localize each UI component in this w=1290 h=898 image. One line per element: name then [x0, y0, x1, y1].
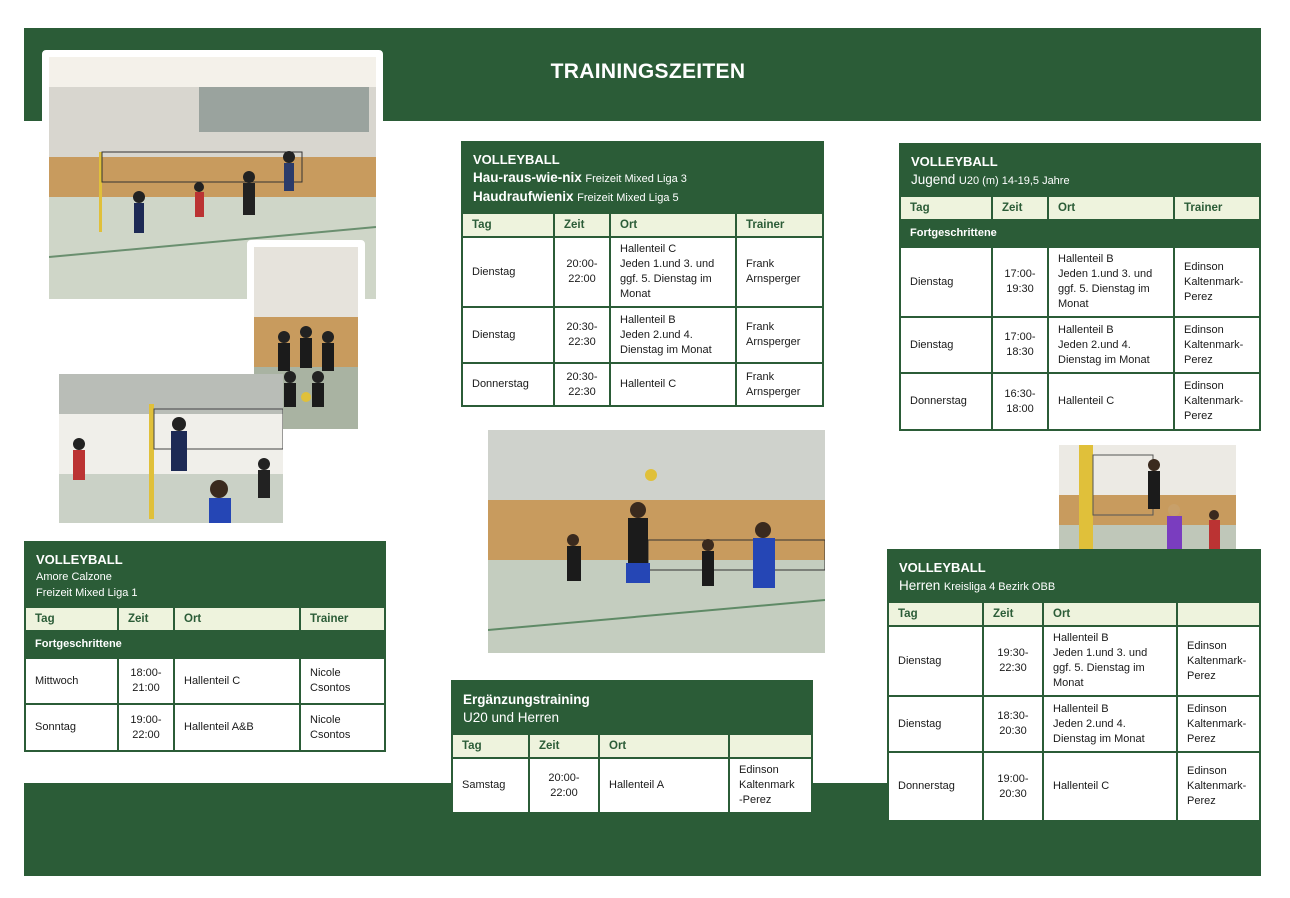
cell-trainer: Edinson Kaltenmark- Perez	[1174, 247, 1259, 317]
cell-trainer: Nicole Csontos	[300, 704, 384, 750]
cell-ort: Hallenteil B Jeden 1.und 3. und ggf. 5. Dienstag im Monat	[1043, 626, 1177, 696]
team-name: Hau-raus-wie-nix	[473, 170, 582, 185]
block-photo	[488, 430, 825, 653]
cell-tag: Samstag	[453, 758, 529, 812]
cell-tag: Dienstag	[901, 317, 992, 373]
col-ort: Ort	[1048, 197, 1174, 220]
cell-trainer: Edinson Kaltenmark- Perez	[1174, 373, 1259, 429]
col-ort: Ort	[174, 608, 300, 631]
spike-photo	[59, 374, 283, 523]
cell-tag: Dienstag	[889, 626, 983, 696]
col-tag: Tag	[889, 603, 983, 626]
cell-trainer: Nicole Csontos	[300, 658, 384, 704]
section-title: Ergänzungstraining	[463, 692, 590, 707]
table-row	[901, 317, 1259, 373]
cell-tag: Donnerstag	[463, 363, 554, 405]
team-name: Jugend	[911, 172, 956, 187]
table-amore-calzone	[24, 541, 386, 752]
table-header	[463, 143, 822, 214]
cell-tag: Donnerstag	[901, 373, 992, 429]
group-name: U20 und Herren	[463, 710, 560, 725]
cell-ort: Hallenteil C Jeden 1.und 3. und ggf. 5. Dienstag im Monat	[610, 237, 736, 307]
team-name: Herren	[899, 578, 941, 593]
team-info: Kreisliga 4 Bezirk OBB	[943, 581, 1056, 593]
cell-trainer: Edinson Kaltenmark- Perez	[1177, 752, 1259, 820]
cell-zeit: 20:00- 22:00	[529, 758, 599, 812]
col-trainer: Trainer	[1174, 197, 1259, 220]
table-header	[26, 543, 384, 608]
cell-trainer: Frank Arnsperger	[736, 363, 822, 405]
cell-zeit: 19:00- 20:30	[983, 752, 1043, 820]
cell-zeit: 17:00- 19:30	[992, 247, 1048, 317]
cell-zeit: 18:30- 20:30	[983, 696, 1043, 752]
cell-ort: Hallenteil C	[610, 363, 736, 405]
table-row	[453, 758, 811, 812]
section-title: VOLLEYBALL	[899, 560, 986, 575]
level-label: Fortgeschrittene	[26, 631, 384, 658]
col-empty	[1177, 603, 1259, 626]
cell-ort: Hallenteil B Jeden 2.und 4. Dienstag im Monat	[1043, 696, 1177, 752]
cell-trainer: Edinson Kaltenmark- Perez	[1177, 696, 1259, 752]
cell-zeit: 20:00- 22:00	[554, 237, 610, 307]
section-title: VOLLEYBALL	[473, 152, 560, 167]
league-name: Freizeit Mixed Liga 3	[585, 173, 687, 185]
table-row	[889, 626, 1259, 696]
team-name: Amore Calzone	[36, 571, 112, 583]
team-name: Haudraufwienix	[473, 189, 574, 204]
cell-tag: Sonntag	[26, 704, 118, 750]
table-row	[901, 373, 1259, 429]
col-zeit: Zeit	[992, 197, 1048, 220]
col-empty	[729, 735, 811, 758]
cell-zeit: 18:00- 21:00	[118, 658, 174, 704]
cell-trainer: Edinson Kaltenmark- Perez	[1177, 626, 1259, 696]
cell-zeit: 16:30- 18:00	[992, 373, 1048, 429]
col-ort: Ort	[599, 735, 729, 758]
cell-zeit: 20:30- 22:30	[554, 363, 610, 405]
table-row	[889, 696, 1259, 752]
cell-ort: Hallenteil A	[599, 758, 729, 812]
cell-trainer: Edinson Kaltenmark- Perez	[1174, 317, 1259, 373]
league-name: Freizeit Mixed Liga 1	[36, 587, 138, 599]
col-trainer: Trainer	[736, 214, 822, 237]
table-row	[463, 363, 822, 405]
table-row	[901, 247, 1259, 317]
cell-trainer: Edinson Kaltenmark -Perez	[729, 758, 811, 812]
col-zeit: Zeit	[118, 608, 174, 631]
cell-ort: Hallenteil C	[174, 658, 300, 704]
col-zeit: Zeit	[529, 735, 599, 758]
cell-ort: Hallenteil B Jeden 2.und 4. Dienstag im Monat	[1048, 317, 1174, 373]
cell-tag: Dienstag	[463, 237, 554, 307]
cell-trainer: Frank Arnsperger	[736, 307, 822, 363]
section-title: VOLLEYBALL	[36, 552, 123, 567]
col-zeit: Zeit	[554, 214, 610, 237]
cell-ort: Hallenteil B Jeden 1.und 3. und ggf. 5. Dienstag im Monat	[1048, 247, 1174, 317]
col-trainer: Trainer	[300, 608, 384, 631]
cell-ort: Hallenteil A&B	[174, 704, 300, 750]
col-ort: Ort	[610, 214, 736, 237]
level-label: Fortgeschrittene	[901, 220, 1259, 247]
cell-tag: Dienstag	[463, 307, 554, 363]
table-row	[26, 704, 384, 750]
table-herren	[887, 549, 1261, 822]
table-jugend	[899, 143, 1261, 431]
col-tag: Tag	[463, 214, 554, 237]
cell-zeit: 19:30- 22:30	[983, 626, 1043, 696]
cell-tag: Donnerstag	[889, 752, 983, 820]
cell-tag: Dienstag	[901, 247, 992, 317]
cell-zeit: 19:00- 22:00	[118, 704, 174, 750]
col-tag: Tag	[901, 197, 992, 220]
table-row	[26, 658, 384, 704]
team-info: U20 (m) 14-19,5 Jahre	[958, 175, 1070, 187]
table-ergaenzungstraining	[451, 680, 813, 814]
table-row	[889, 752, 1259, 820]
cell-trainer: Frank Arnsperger	[736, 237, 822, 307]
cell-tag: Dienstag	[889, 696, 983, 752]
table-row	[463, 237, 822, 307]
section-title: VOLLEYBALL	[911, 154, 998, 169]
cell-zeit: 17:00- 18:30	[992, 317, 1048, 373]
table-header	[889, 551, 1259, 603]
cell-zeit: 20:30- 22:30	[554, 307, 610, 363]
cell-ort: Hallenteil C	[1048, 373, 1174, 429]
cell-tag: Mittwoch	[26, 658, 118, 704]
cell-ort: Hallenteil C	[1043, 752, 1177, 820]
page-title: TRAININGSZEITEN	[550, 60, 746, 83]
league-name: Freizeit Mixed Liga 5	[577, 192, 679, 204]
cell-ort: Hallenteil B Jeden 2.und 4. Dienstag im Monat	[610, 307, 736, 363]
table-header	[453, 682, 811, 735]
col-tag: Tag	[453, 735, 529, 758]
col-tag: Tag	[26, 608, 118, 631]
col-ort: Ort	[1043, 603, 1177, 626]
table-hau-raus-wie-nix	[461, 141, 824, 407]
table-header	[901, 145, 1259, 197]
table-row	[463, 307, 822, 363]
col-zeit: Zeit	[983, 603, 1043, 626]
